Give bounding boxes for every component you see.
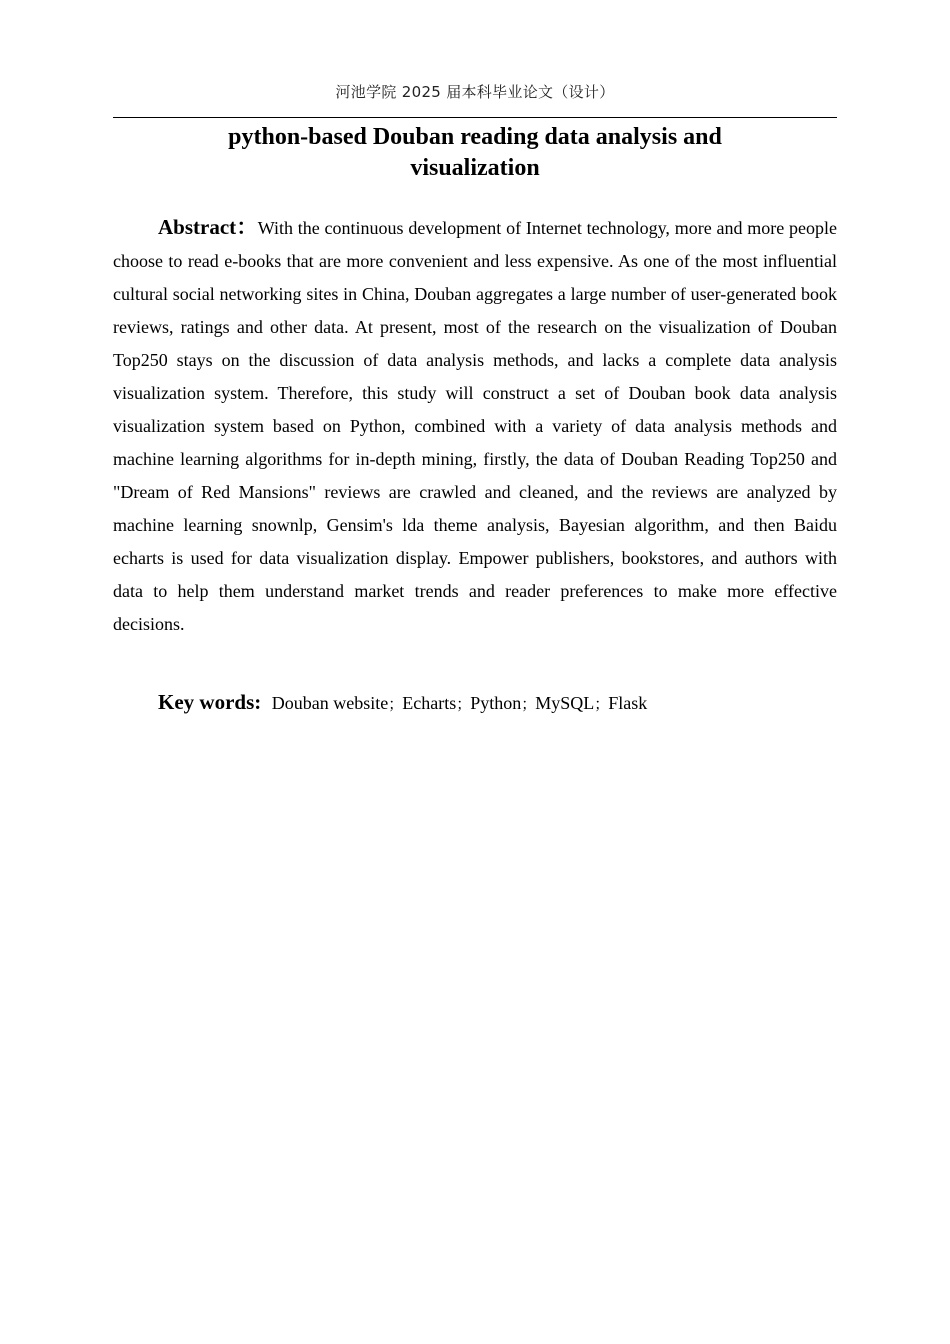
keywords-label: Key words: (158, 690, 262, 714)
keyword-separator: ； (388, 695, 404, 713)
keyword-item: Douban website (271, 693, 389, 713)
keyword-item: Python (470, 693, 522, 713)
paper-title (113, 122, 837, 184)
header-divider (113, 117, 837, 118)
keyword-separator: ； (594, 695, 610, 713)
keyword-item: MySQL (535, 693, 595, 713)
keywords-line (158, 686, 647, 721)
keyword-separator: ； (521, 695, 537, 713)
abstract-paragraph (113, 211, 837, 641)
abstract-text: With the continuous development of Internet technology, more and more people choose to read e-books that are more convenient and less expensive. As one of the most influential cultural social networking sites in China, Douban aggregates a large number of user-generated book reviews, ratings and other data. At present, most of the research on the visualization of Douban Top250 stays on the discussion of data analysis methods, and lacks a complete data analysis visualization system. Therefore, this study will construct a set of Douban book data analysis visualization system based on Python, combined with a variety of data analysis methods and machine learning algorithms for in-depth mining, firstly, the data of Douban Reading Top250 and "Dream of Red Mansions" reviews are crawled and cleaned, and the reviews are analyzed by machine learning snownlp, Gensim's lda theme analysis, Bayesian algorithm, and then Baidu echarts is used for data visualization display. Empower publishers, bookstores, and authors with data to help them understand market trends and reader preferences to make more effective decisions. (113, 218, 837, 634)
paper-title-line-2: visualization (410, 155, 540, 181)
paper-title-line-1: python-based Douban reading data analysis and (228, 124, 722, 150)
keyword-separator: ； (456, 695, 472, 713)
running-header: 河池学院 2025 届本科毕业论文（设计） (335, 83, 615, 101)
abstract-label: Abstract： (158, 215, 258, 239)
keyword-item: Flask (608, 693, 648, 713)
keyword-item: Echarts (402, 693, 457, 713)
